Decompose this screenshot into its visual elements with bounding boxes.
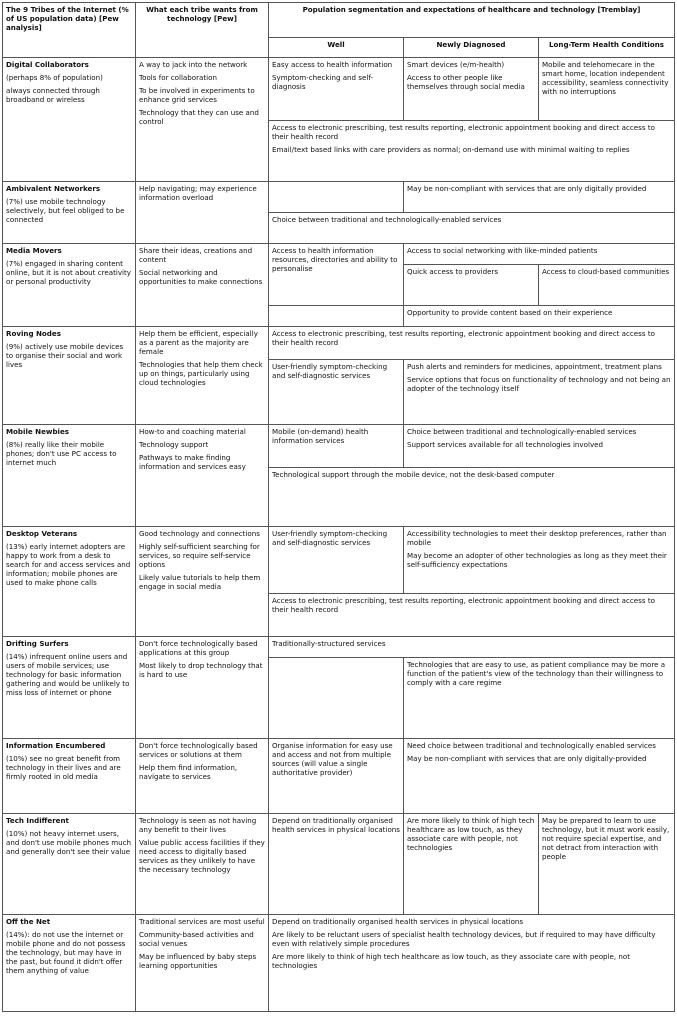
well-cell [269,527,404,594]
all-cell [269,213,675,244]
all-cell [269,327,675,360]
wants-item: Technology is seen as not having any benefit to their lives [139,816,257,834]
well-cell [269,244,404,306]
all-cell [269,637,675,658]
table-row [3,527,675,594]
wants-item: Help navigating; may experience information overload [139,184,257,202]
longterm-item: May be prepared to learn to use technology, but it must work easily, not require special expertise, and not detract from interaction with people [542,816,670,861]
well-cell [269,425,404,468]
well-item: Depend on traditionally organised health services in physical locations [272,816,400,834]
all-cell [269,468,675,527]
tribe-desc: always connected through broadband or wireless [6,86,100,104]
table-row [3,244,675,265]
wants-item: Community-based activities and social venues [139,930,254,948]
table-row [3,425,675,468]
well-cell [269,360,404,425]
wants-item: Good technology and connections [139,529,260,538]
newly-long-item: Access to social networking with like-minded patients [407,246,598,255]
tribe-desc: (9%) actively use mobile devices to organise their social and work lives [6,342,124,369]
well-item: Easy access to health information [272,60,393,69]
newly-item: Access to other people like themselves through social media [407,73,525,91]
all-item: Access to electronic prescribing, test results reporting, electronic appointment booking and direct access to their health record [272,123,655,141]
wants-cell [136,327,269,425]
wants-cell [136,637,269,739]
wants-cell [136,814,269,915]
well-item: Symptom-checking and self-diagnosis [272,73,373,91]
well-item: Organise information for easy use and access and not from multiple sources (will value a single authoritative provider) [272,741,393,777]
newly-long-item: Technologies that are easy to use, as patient compliance may be more a function of the patient's view of the technology than their willingness to comply with a care regime [407,660,666,687]
wants-cell [136,182,269,244]
well-cell [269,58,404,121]
newly-long-item: Service options that focus on functionality of technology and not being an adopter of the technology itself [407,375,671,393]
tribe-cell [3,425,136,527]
tribe-desc: (13%) early internet adopters are happy to work from a desk to search for and access services and information; mobile phones are used to make phone calls [6,542,131,587]
wants-item: Value public access facilities if they need access to digitally based services as they unlikely to have the necessary technology [139,838,265,874]
newly-long-item: Support services available for all technologies involved [407,440,604,449]
all-item: Email/text based links with care providers as normal; on-demand use with minimal waiting to replies [272,145,630,154]
all-item: Access to electronic prescribing, test results reporting, electronic appointment booking and direct access to their health record [272,329,655,347]
tribe-cell [3,327,136,425]
tribe-cell [3,182,136,244]
wants-item: Traditional services are most useful [139,917,265,926]
longterm-cell [539,265,675,306]
tribe-name: Media Movers [6,246,62,255]
tribe-name: Tech Indifferent [6,816,69,825]
newly-long-cell [404,360,675,425]
header-row [3,3,675,38]
tribe-desc: (14%): do not use the internet or mobile phone and do not possess the technology, but may have in the past, but found it didn't offer them anything of value [6,930,126,975]
well-cell [269,658,404,739]
newly-long-cell [404,527,675,594]
table-row [3,739,675,814]
wants-item: May be influenced by baby steps learning opportunities [139,952,257,970]
wants-item: Highly self-sufficient searching for services, so require self-service options [139,542,260,569]
newly-long-cell [404,182,675,213]
newly-long-item: Opportunity to provide content based on their experience [407,308,613,317]
tribe-cell [3,915,136,1012]
table-row [3,327,675,360]
tribe-cell [3,527,136,637]
wants-item: Pathways to make finding information and services easy [139,453,246,471]
header-wants: What each tribe wants from technology [Pew] [136,3,269,58]
newly-item: Quick access to providers [407,267,499,276]
header-segmentation: Population segmentation and expectations of healthcare and technology [Tremblay] [269,3,675,38]
tribe-desc: (7%) engaged in sharing content online, but it is not about creativity or personal productivity [6,259,131,286]
wants-item: Technology support [139,440,209,449]
well-cell [269,814,404,915]
all-item: Are more likely to think of high tech healthcare as low touch, as they associate care with people, not technologies [272,952,631,970]
wants-item: A way to jack into the network [139,60,248,69]
tribe-cell [3,739,136,814]
wants-item: Most likely to drop technology that is hard to use [139,661,263,679]
wants-item: Tools for collaboration [139,73,217,82]
newly-item: Smart devices (e/m-health) [407,60,505,69]
wants-item: Social networking and opportunities to make connections [139,268,263,286]
wants-item: To be involved in experiments to enhance grid services [139,86,255,104]
well-item: User-friendly symptom-checking and self-diagnostic services [272,362,388,380]
header-tribes: The 9 Tribes of the Internet (% of US population data) [Pew analysis] [3,3,136,58]
tribe-desc: (10%) not heavy internet users, and don't use mobile phones much and generally don't see their value [6,829,132,856]
newly-long-cell [404,658,675,739]
all-item: Traditionally-structured services [272,639,386,648]
tribe-desc: (14%) infrequent online users and users of mobile services; use technology for basic information gathering and would be unlikely to miss loss of internet or phone [6,652,130,697]
newly-long-item: May be non-compliant with services that are only digitally-provided [407,754,647,763]
all-item: Are likely to be reluctant users of specialist health technology devices, but if required to may have difficulty even with relatively simple procedures [272,930,656,948]
well-cell [269,306,404,327]
table-row [3,182,675,213]
table-row [3,637,675,658]
all-cell [269,915,675,1012]
wants-item: Don't force technologically based applications at this group [139,639,258,657]
header-newly-diagnosed: Newly Diagnosed [404,38,539,58]
tribe-name: Digital Collaborators [6,60,89,69]
wants-item: Help them find information, navigate to services [139,763,238,781]
tribe-cell [3,58,136,182]
table-row [3,915,675,1012]
longterm-item: Mobile and telehomecare in the smart home, location independent accessibility, seamless connectivity with no interruptions [542,60,669,96]
newly-long-cell [404,244,675,265]
tribe-name: Off the Net [6,917,51,926]
tribes-table [2,2,675,1012]
tribe-name: Ambivalent Networkers [6,184,101,193]
tribe-desc: (10%) see no great benefit from technology in their lives and are firmly rooted in old media [6,754,121,781]
wants-item: Don't force technologically based services or solutions at them [139,741,258,759]
all-item: Depend on traditionally organised health services in physical locations [272,917,524,926]
tribe-cell [3,814,136,915]
tribe-desc: (7%) use mobile technology selectively, but feel obliged to be connected [6,197,125,224]
newly-long-item: Accessibility technologies to meet their desktop preferences, rather than mobile [407,529,667,547]
newly-long-cell [404,425,675,468]
longterm-item: Access to cloud-based communities [542,267,670,276]
wants-cell [136,527,269,637]
newly-long-item: May be non-compliant with services that are only digitally provided [407,184,647,193]
newly-long-item: Push alerts and reminders for medicines, appointment, treatment plans [407,362,662,371]
newly-long-item: Need choice between traditional and technologically enabled services [407,741,656,750]
newly-cell [404,814,539,915]
table-row [3,58,675,121]
wants-item: Technology that they can use and control [139,108,259,126]
all-cell [269,121,675,182]
tribe-desc: (8%) really like their mobile phones; don't use PC access to internet much [6,440,117,467]
tribe-desc: (perhaps 8% of population) [6,73,103,82]
tribe-cell [3,244,136,327]
all-item: Access to electronic prescribing, test results reporting, electronic appointment booking and direct access to their health record [272,596,655,614]
tribe-cell [3,637,136,739]
wants-cell [136,425,269,527]
wants-item: Share their ideas, creations and content [139,246,253,264]
all-cell [269,594,675,637]
longterm-cell [539,814,675,915]
newly-long-item: May become an adopter of other technologies as long as they meet their self-sufficiency expectations [407,551,667,569]
well-cell [269,182,404,213]
well-item: Mobile (on-demand) health information services [272,427,369,445]
table-row [3,814,675,915]
wants-cell [136,739,269,814]
wants-item: Help them be efficient, especially as a parent as the majority are female [139,329,258,356]
well-item: Access to health information resources, directories and ability to personalise [272,246,398,273]
all-item: Choice between traditional and technologically-enabled services [272,215,502,224]
well-cell [269,739,404,814]
newly-long-item: Choice between traditional and technologically-enabled services [407,427,637,436]
tribe-name: Roving Nodes [6,329,61,338]
tribe-name: Drifting Surfers [6,639,69,648]
newly-item: Are more likely to think of high tech healthcare as low touch, as they associate care with people, not technologies [407,816,535,852]
newly-long-cell [404,739,675,814]
wants-cell [136,244,269,327]
tribe-name: Information Encumbered [6,741,106,750]
header-well: Well [269,38,404,58]
header-long-term: Long-Term Health Conditions [539,38,675,58]
wants-item: Likely value tutorials to help them engage in social media [139,573,261,591]
newly-cell [404,58,539,121]
tribe-name: Mobile Newbies [6,427,69,436]
tribe-name: Desktop Veterans [6,529,78,538]
longterm-cell [539,58,675,121]
newly-cell [404,265,539,306]
wants-item: How-to and coaching material [139,427,246,436]
newly-long-cell [404,306,675,327]
wants-cell [136,915,269,1012]
all-item: Technological support through the mobile device, not the desk-based computer [272,470,555,479]
wants-cell [136,58,269,182]
well-item: User-friendly symptom-checking and self-diagnostic services [272,529,388,547]
wants-item: Technologies that help them check up on things, particularly using cloud technologies [139,360,263,387]
